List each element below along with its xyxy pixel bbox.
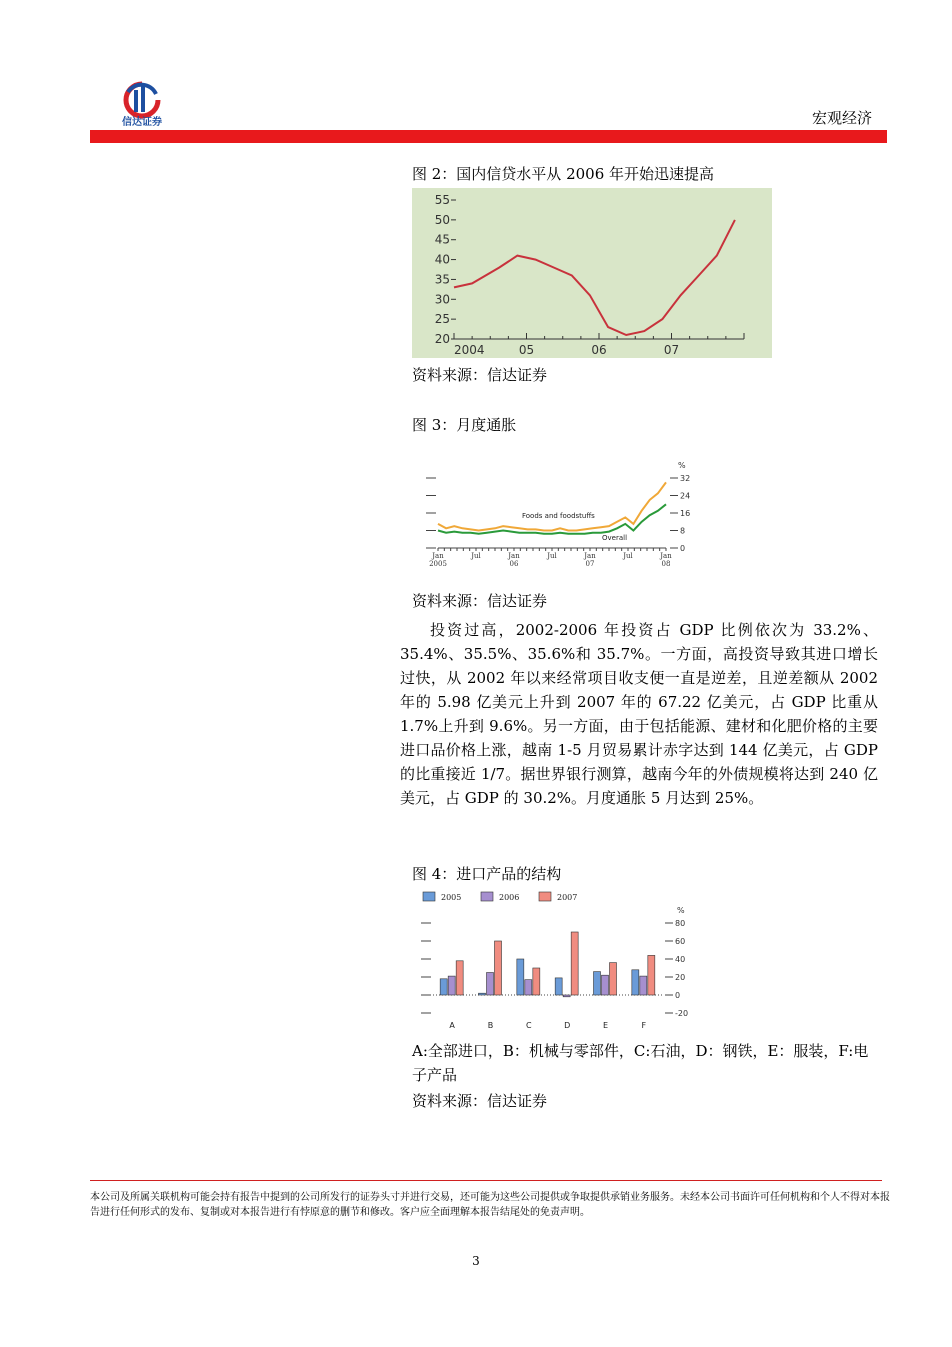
fig4-category-label: F <box>641 1021 647 1030</box>
fig4-legend-label: 2006 <box>499 893 520 902</box>
fig4-category-label: D <box>564 1021 571 1030</box>
fig2-source: 资料来源：信达证券 <box>412 366 548 384</box>
fig4-ytick-label: 60 <box>675 937 686 946</box>
fig4-bar <box>555 978 562 995</box>
fig2-chart <box>412 188 772 358</box>
fig2-xtick-label: 05 <box>518 343 535 357</box>
fig4-ytick-label: 0 <box>675 991 681 1000</box>
fig4-note: A:全部进口，B：机械与零部件，C:石油，D：钢铁，E：服装，F:电子产品 <box>412 1042 869 1084</box>
fig4-bar <box>525 980 532 995</box>
fig3-source: 资料来源：信达证券 <box>412 592 548 610</box>
fig3-series-line <box>438 482 666 530</box>
fig3-xtick-label: Jul <box>471 552 481 560</box>
fig4-ytick-label: -20 <box>675 1009 689 1018</box>
fig2-ytick-label: 40 <box>434 252 450 267</box>
fig4-category-label: C <box>526 1021 532 1030</box>
footer-disclaimer: 本公司及所属关联机构可能会持有报告中提到的公司所发行的证券头寸并进行交易，还可能为这些公司提供或争取提供承销业务服务。未经本公司书面许可任何机构和个人不得对本报告进行任何形式的发布、复制或对本报告进行有悖原意的删节和修改。客户应全面理解本报告结尾处的免责声明。 <box>90 1192 890 1218</box>
fig3-ytick-label: 32 <box>680 474 691 483</box>
fig2-xtick-label: 2004 <box>454 343 485 357</box>
fig4-bar <box>640 976 647 995</box>
fig4-ytick-label: 40 <box>675 955 686 964</box>
fig4-bar <box>456 961 463 995</box>
fig4-bar <box>479 993 486 995</box>
fig3-xtick-label: Jul <box>623 552 633 560</box>
fig4-bar <box>648 955 655 995</box>
fig2-ytick-label: 50 <box>434 212 450 227</box>
fig3-ytick-label: 24 <box>680 491 691 501</box>
fig3-xtick-year: 06 <box>509 560 519 568</box>
body-paragraph-block <box>400 618 878 810</box>
fig4-bar <box>632 970 639 995</box>
fig2-caption: 图 2：国内信贷水平从 2006 年开始迅速提高 <box>412 165 715 183</box>
fig4-category-label: A <box>449 1021 455 1030</box>
fig4-chart <box>415 888 700 1038</box>
fig4-ytick-label: 80 <box>675 919 686 928</box>
fig3-unit: % <box>678 461 686 470</box>
header-red-bar <box>90 130 887 143</box>
fig4-bar <box>610 963 617 995</box>
fig3-series-label: Overall <box>602 534 628 542</box>
fig3-xtick-label: Jan <box>508 552 520 560</box>
fig4-legend-swatch <box>539 892 551 901</box>
fig2-ytick-label: 30 <box>434 292 450 307</box>
fig4-bar <box>533 968 540 995</box>
fig3-xtick-label: Jan <box>584 552 596 560</box>
fig4-category-label: E <box>602 1021 609 1030</box>
fig2-xtick-label: 06 <box>591 343 607 357</box>
fig4-bar <box>563 995 570 997</box>
fig4-caption: 图 4：进口产品的结构 <box>412 865 562 883</box>
fig4-bar <box>495 941 502 995</box>
fig3-series-label: Foods and foodstuffs <box>522 512 595 520</box>
fig3-chart <box>420 450 700 570</box>
fig2-xtick-label: 07 <box>663 343 680 357</box>
fig4-bar <box>448 976 455 995</box>
page-number: 3 <box>472 1254 480 1268</box>
section-title: 宏观经济 <box>811 109 872 127</box>
fig4-ytick-label: 20 <box>675 973 686 982</box>
fig3-xtick-year: 07 <box>585 560 595 568</box>
fig4-bar <box>602 975 609 995</box>
fig2-ytick-label: 45 <box>434 232 450 247</box>
fig3-ytick-label: 8 <box>680 526 686 536</box>
body-paragraph: 投资过高，2002-2006 年投资占 GDP 比例依次为 33.2%、35.4%、35.5%、35.6%和 35.7%。一方面，高投资导致其进口增长过快，从 2002 年以来经常项目收支便一直是逆差，且逆差额从 2002 年的 5.98 亿美元上升到 2007 年的 67.22 亿美元，占 GDP 比重从 1.7%上升到 9.6%。另一方面，由于包括能源、建材和化肥价格的主要进口品价格上涨，越南 1-5 月贸易累计赤字达到 144 亿美元，占 GDP 的比重接近 1/7。据世界银行测算，越南今年的外债规模将达到 240 亿美元，占 GDP 的 30.2%。月度通胀 5 月达到 25%。 <box>400 621 878 807</box>
fig2-ytick-label: 25 <box>434 312 450 327</box>
fig4-legend-swatch <box>481 892 493 901</box>
fig2-ytick-label: 55 <box>434 193 450 207</box>
fig4-bar <box>517 959 524 995</box>
fig4-legend-label: 2005 <box>441 893 462 902</box>
logo-text: 信达证券 <box>122 117 162 128</box>
fig3-ytick-label: 0 <box>680 544 686 553</box>
fig4-legend-label: 2007 <box>557 893 578 902</box>
fig2-ytick-label: 35 <box>434 272 450 287</box>
fig2-ytick-label: 20 <box>434 332 450 346</box>
fig4-unit: % <box>677 906 685 915</box>
fig3-xtick-label: Jan <box>432 552 444 560</box>
fig2-plot-background <box>412 188 772 358</box>
fig4-bar <box>594 972 601 995</box>
footer-divider <box>90 1180 882 1181</box>
fig4-source: 资料来源：信达证券 <box>412 1092 548 1110</box>
fig3-xtick-year: 08 <box>661 560 671 568</box>
fig4-bar <box>487 973 494 996</box>
company-logo <box>112 80 172 130</box>
fig4-bar <box>571 932 578 995</box>
fig3-xtick-year: 2005 <box>429 560 447 568</box>
fig4-bar <box>440 979 447 995</box>
fig3-caption: 图 3：月度通胀 <box>412 416 517 434</box>
fig3-ytick-label: 16 <box>680 509 691 518</box>
fig4-legend-swatch <box>423 892 435 901</box>
fig4-category-label: B <box>487 1021 494 1030</box>
fig3-xtick-label: Jul <box>547 552 557 560</box>
fig3-xtick-label: Jan <box>660 552 672 560</box>
